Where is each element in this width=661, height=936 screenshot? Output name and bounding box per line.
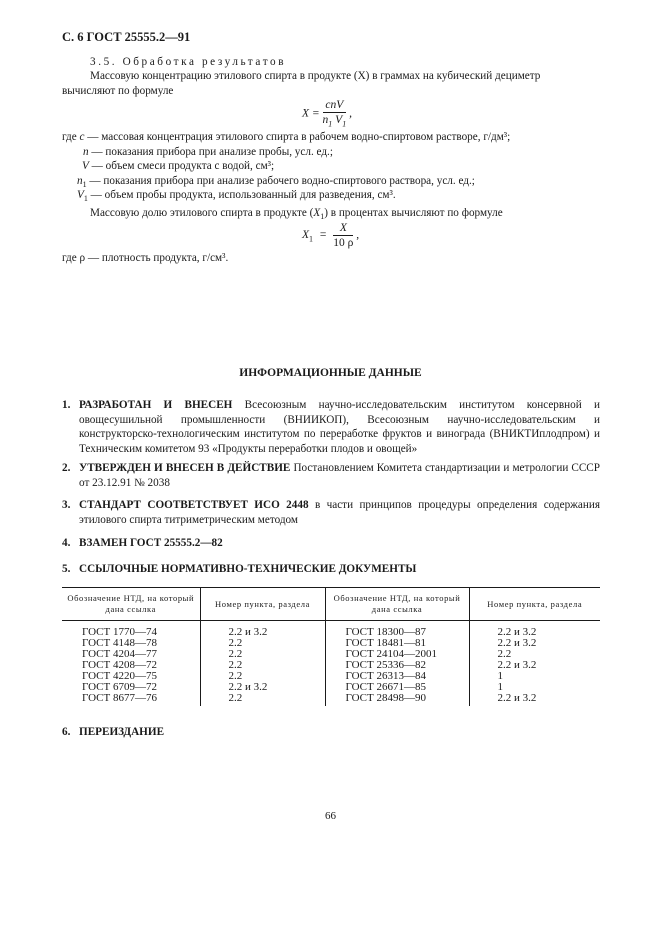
column-header: Обозначение НТД, на который дана ссылка (325, 588, 469, 621)
formula-concentration (302, 99, 352, 128)
fraction-numerator: cnV (323, 99, 347, 113)
formula-fraction (323, 99, 347, 128)
info-item: 4. ВЗАМЕН ГОСТ 25555.2—82 (62, 537, 223, 549)
paragraph-line: Массовую долю этилового спирта в продукте $(X_1)$ в процентах вычисляют по формуле (90, 207, 503, 222)
where-term: $V_1$ — объем пробы продукта, использованный для разведения, см³. (77, 189, 396, 204)
reference-table (62, 587, 600, 706)
formula-lhs: X = (302, 107, 320, 120)
info-item: 2. УТВЕРЖДЕН И ВНЕСЕН В ДЕЙСТВИЕ Постановлением Комитета стандартизации и метрологии СССР от 23.12.91 № 2038 (62, 462, 600, 489)
formula-mass-fraction: $X_1$ = $\frac{X}{10 \rho}$ , (302, 222, 360, 249)
fraction-denominator: 10 ρ (333, 237, 354, 249)
column-header: Номер пункта, раздела (200, 588, 325, 621)
table-row: ГОСТ 8677—76 2.2 ГОСТ 28498—90 2.2 и 3.2 (62, 693, 600, 706)
info-item: 5. ССЫЛОЧНЫЕ НОРМАТИВНО-ТЕХНИЧЕСКИЕ ДОКУМЕНТЫ (62, 563, 417, 575)
where-term: n — показания прибора при анализе пробы, усл. ед.; (83, 146, 333, 158)
page-number: 66 (325, 810, 336, 822)
fraction-numerator: X (333, 222, 353, 236)
table-row: ГОСТ 4208—72 2.2 ГОСТ 25336—82 2.2 и 3.2 (62, 660, 600, 671)
table-row: ГОСТ 4220—75 2.2 ГОСТ 26313—84 1 (62, 671, 600, 682)
info-item: 6. ПЕРЕИЗДАНИЕ (62, 726, 165, 738)
info-item: 1. РАЗРАБОТАН И ВНЕСЕН Всесоюзным научно-исследовательским институтом консервной и овощесушильной промышленности (ВНИИКОП), Всесоюзным научно-исследовательским и конструкторско-технологическим институтом по переработке фруктов и винограда (ВНИКТИплодпром) и Техническим комитетом 93 «Продукты переработки плодов и овощей» (62, 399, 600, 455)
section-heading: 3.5. Обработка результатов (90, 56, 287, 68)
column-header: Номер пункта, раздела (469, 588, 600, 621)
table-row: ГОСТ 6709—72 2.2 и 3.2 ГОСТ 26671—85 1 (62, 682, 600, 693)
page-header: С. 6 ГОСТ 25555.2—91 (62, 30, 191, 44)
where-term: $n_1$ — показания прибора при анализе рабочего водно-спиртового раствора, усл. ед.; (77, 175, 475, 190)
where-term: V — объем смеси продукта с водой, см³; (82, 160, 275, 172)
where-term: где c — массовая концентрация этилового спирта в рабочем водно-спиртовом растворе, г/дм³; (62, 131, 511, 143)
fraction-denominator: $n_1$ $V_1$ (322, 114, 347, 129)
info-title: ИНФОРМАЦИОННЫЕ ДАННЫЕ (239, 367, 422, 379)
column-header: Обозначение НТД, на который дана ссылка (62, 588, 200, 621)
info-item: 3. СТАНДАРТ СООТВЕТСТВУЕТ ИСО 2448 в части принципов процедуры определения содержания этилового спирта титриметрическим методом (62, 499, 600, 526)
paragraph-line: вычисляют по формуле (62, 85, 174, 97)
table-row: ГОСТ 1770—74 2.2 и 3.2 ГОСТ 18300—87 2.2 и 3.2 (62, 621, 600, 639)
where-term: где ρ — плотность продукта, г/см³. (62, 252, 229, 264)
paragraph-line: Массовую концентрацию этилового спирта в продукте (X) в граммах на кубический дециметр (90, 70, 541, 82)
table-row: ГОСТ 4204—77 2.2 ГОСТ 24104—2001 2.2 (62, 649, 600, 660)
formula-trail: , (349, 107, 352, 120)
formula-fraction (333, 222, 353, 249)
table-row: ГОСТ 4148—78 2.2 ГОСТ 18481—81 2.2 и 3.2 (62, 638, 600, 649)
